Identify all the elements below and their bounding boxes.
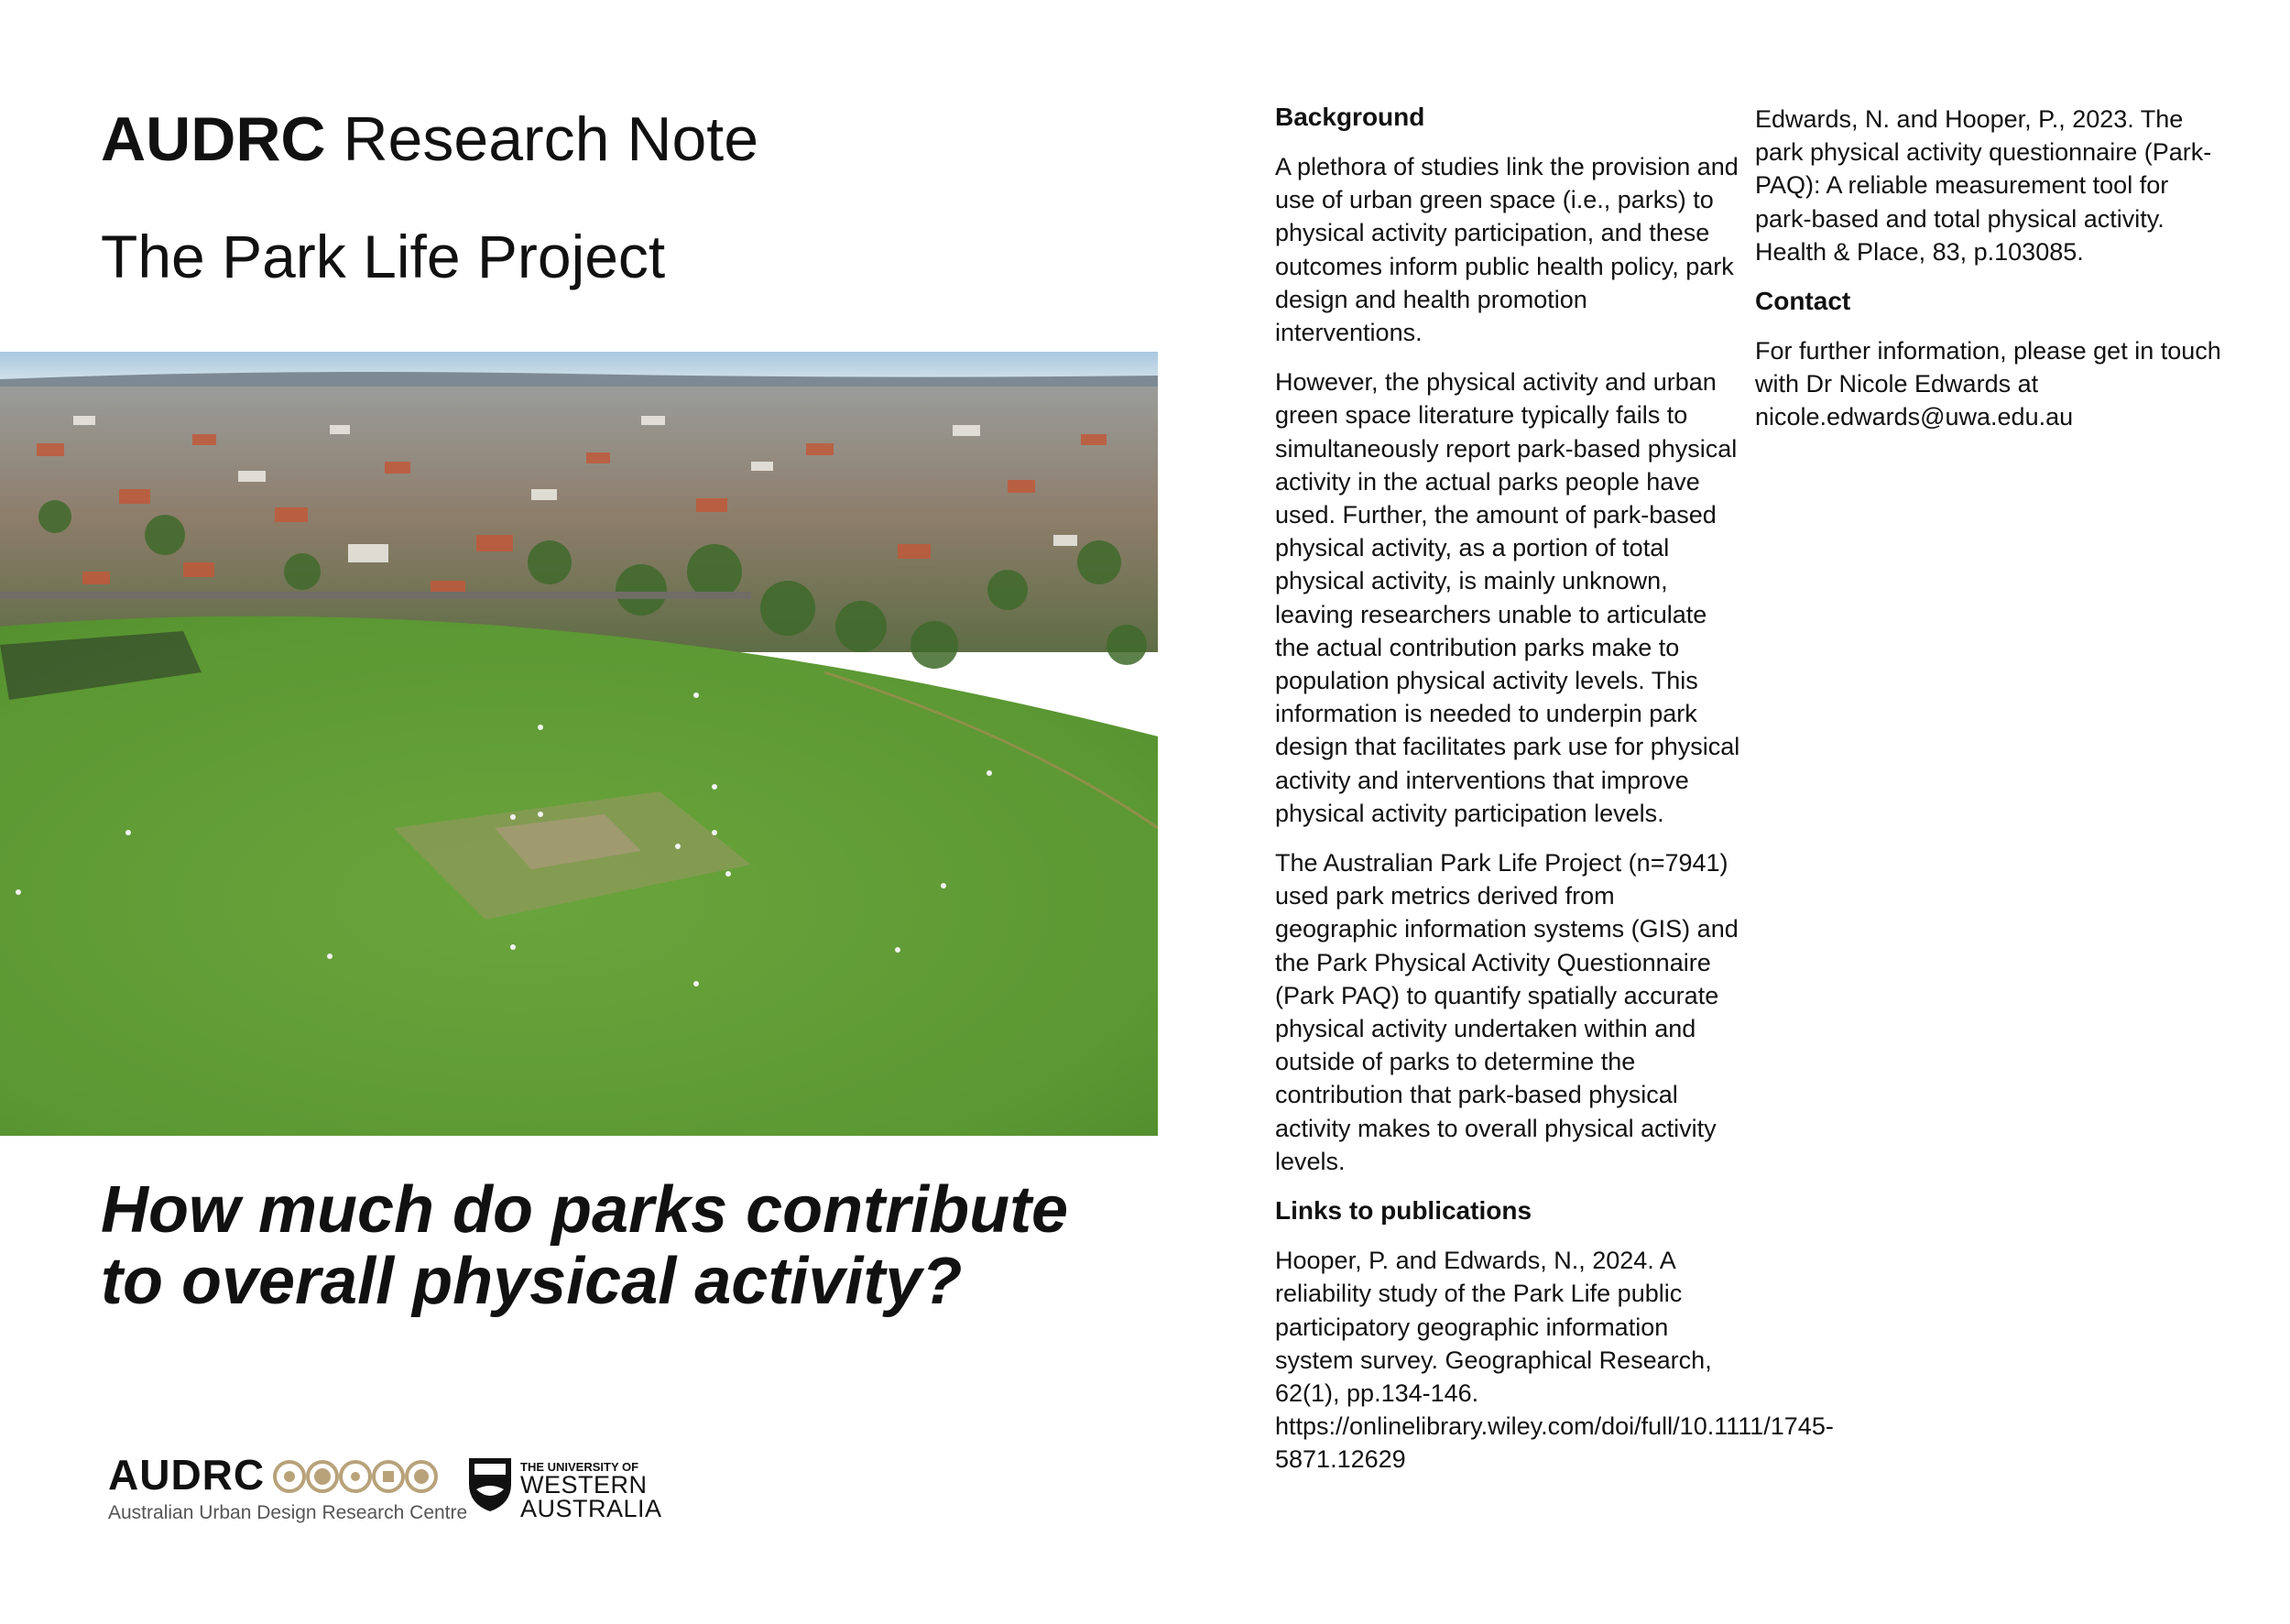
background-paragraph-2: However, the physical activity and urban green space literature typically fails to simultaneously report park-based physical activity in the actual parks people have used. Further, the amount of park-based physical activity, as a portion of total physical activity, is mainly unknown, leaving researchers unable to articulate the actual contribution parks make to population physical activity levels. This information is needed to underpin park design that facilitates park use for physical activity and interventions that improve physical activity participation levels. (1275, 368, 1740, 827)
contact-heading: Contact (1755, 287, 1851, 316)
background-heading: Background (1275, 103, 1425, 131)
hero-photo (0, 352, 1158, 1136)
column-two (1755, 103, 2222, 451)
uwa-crest-icon (467, 1456, 513, 1513)
park-aerial-image (0, 352, 1158, 1136)
publication-item-2: Edwards, N. and Hooper, P., 2023. The park physical activity questionnaire (Park-PAQ): A reliable measurement tool for park-based and total physical activity. Health & Place, 83, p.103085. (1755, 105, 2212, 266)
uwa-line1: WESTERN (520, 1471, 648, 1499)
audrc-fullname: Australian Urban Design Research Centre (108, 1502, 468, 1523)
brand-name: AUDRC (101, 104, 326, 174)
audrc-logo (108, 1451, 468, 1525)
background-paragraph-1: A plethora of studies link the provision and use of urban green space (i.e., parks) to physical activity participation, and these outcomes inform public health policy, park design and health promotion interventions. (1275, 153, 1739, 347)
audrc-circles-icon (273, 1456, 440, 1497)
contact-text: For further information, please get in touch with Dr Nicole Edwards at nicole.edwards@uwa.edu.au (1755, 337, 2221, 431)
title-text: Research Note (343, 104, 759, 174)
uwa-small-text: THE UNIVERSITY OF (520, 1460, 639, 1474)
page-subtitle: The Park Life Project (101, 223, 666, 290)
lead-question: How much do parks contribute to overall physical activity? (101, 1173, 1069, 1318)
page-title (101, 103, 758, 176)
uwa-line2: AUSTRALIA (520, 1495, 662, 1522)
uwa-name (520, 1473, 662, 1520)
uwa-logo (467, 1456, 662, 1522)
publication-item-1: Hooper, P. and Edwards, N., 2024. A reliability study of the Park Life public participatory geographic information system survey. Geographical Research, 62(1), pp.134-146. https://onlinelibrary.wiley.com/doi/full/10.1111/1745-5871.12629 (1275, 1247, 1834, 1474)
publications-heading: Links to publications (1275, 1196, 1532, 1226)
background-paragraph-3: The Australian Park Life Project (n=7941) used park metrics derived from geographic information systems (GIS) and the Park Physical Activity Questionnaire (Park PAQ) to quantify spatially accurate physical activity undertaken within and outside of parks to determine the contribution that park-based physical activity makes to overall physical activity levels. (1275, 849, 1739, 1175)
audrc-wordmark: AUDRC (108, 1451, 266, 1499)
